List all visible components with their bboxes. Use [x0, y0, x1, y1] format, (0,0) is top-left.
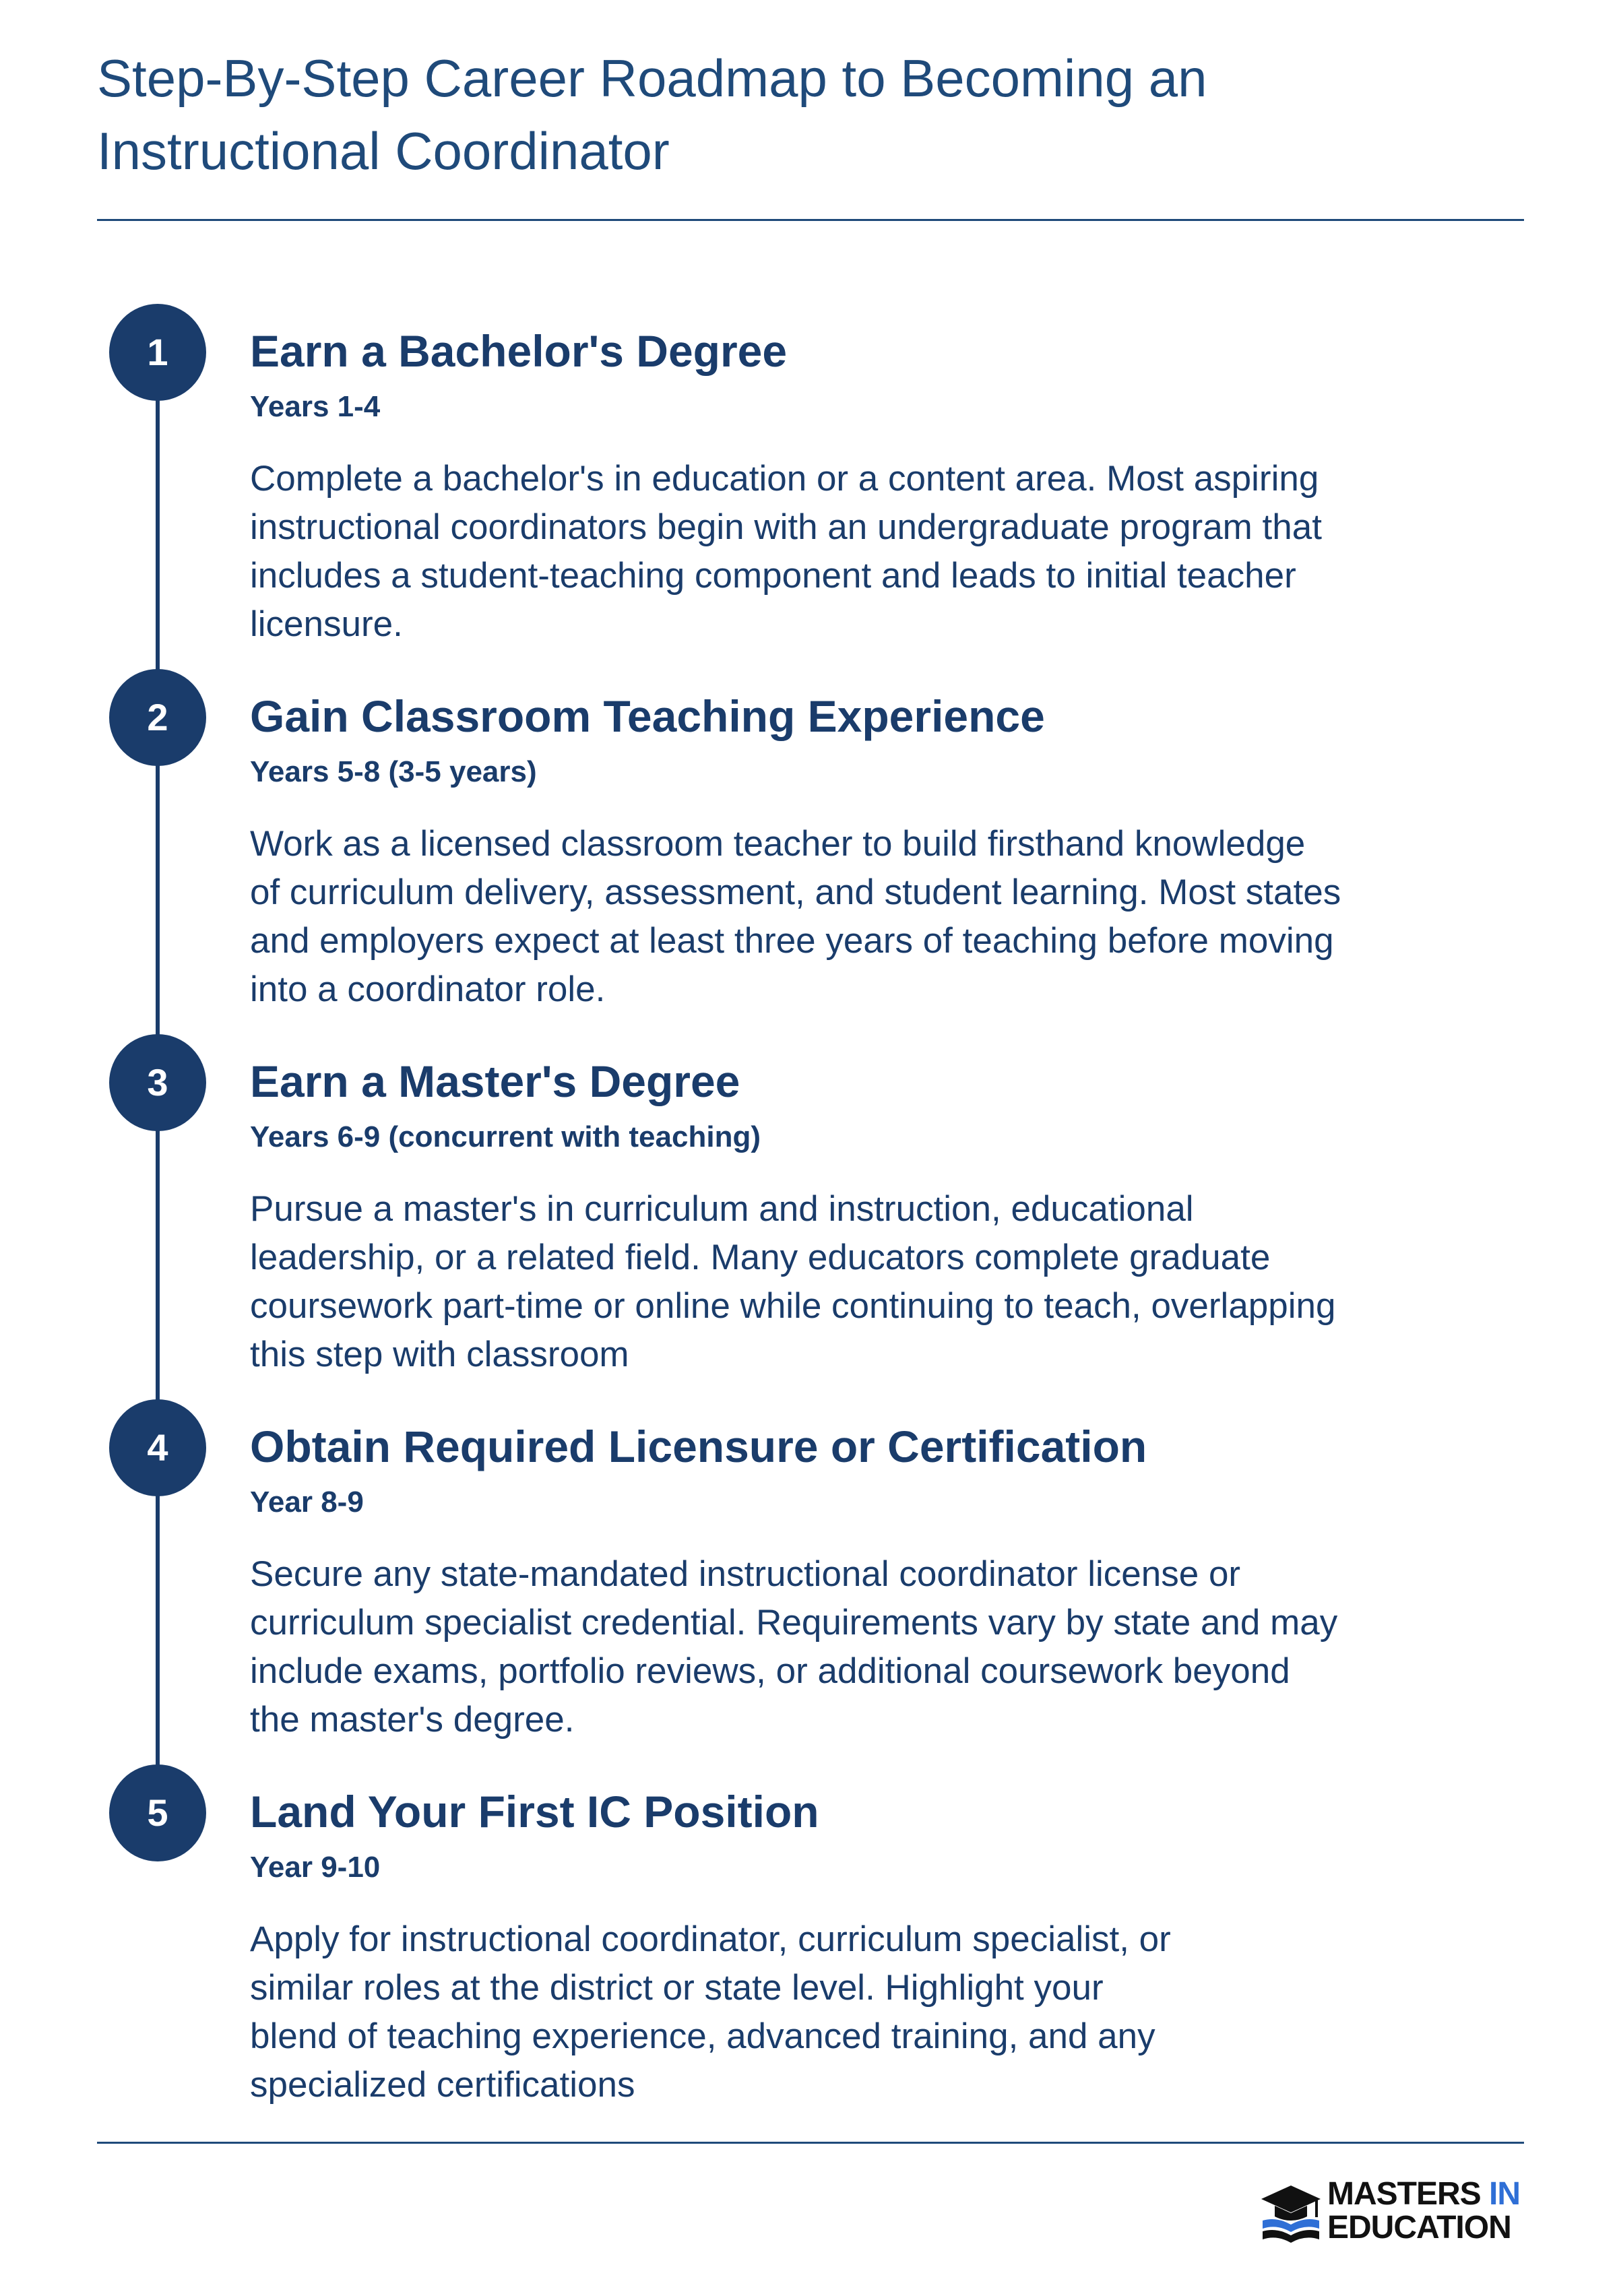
top-divider: [97, 219, 1524, 221]
step-5-years: Year 9-10: [250, 1851, 381, 1884]
step-1-marker: 1: [109, 304, 206, 401]
graduation-cap-book-icon: [1260, 2181, 1322, 2246]
step-4-description: Secure any state-mandated instructional coordinator license or curriculum specialist credential. Requirements vary by state and may include exams, portfolio reviews, or additional coursework beyond the master's degree.: [250, 1554, 1338, 1740]
page-title: Step-By-Step Career Roadmap to Becoming an Instructional Coordinator: [97, 49, 1207, 181]
step-3: [250, 1056, 1341, 1379]
step-5-title: Land Your First IC Position: [250, 1787, 819, 1837]
step-2-description: Work as a licensed classroom teacher to build firsthand knowledge of curriculum delivery, assessment, and student learning. Most states and employers expect at least three years of teaching before moving into a coordinator role.: [250, 824, 1341, 1009]
step-4: [250, 1421, 1341, 1744]
logo-word-education: EDUCATION: [1327, 2210, 1511, 2245]
step-1-title: Earn a Bachelor's Degree: [250, 326, 788, 376]
step-3-description: Pursue a master's in curriculum and instruction, educational leadership, or a related field. Many educators complete graduate coursework part-time or online while continuing to teach, overlapping this step with classroom: [250, 1189, 1336, 1374]
bottom-divider: [97, 2142, 1524, 2144]
logo-word-masters: MASTERS: [1327, 2176, 1481, 2212]
logo-wordmark: [1327, 2177, 1520, 2245]
step-3-years: Years 6-9 (concurrent with teaching): [250, 1120, 761, 1153]
step-1-years: Years 1-4: [250, 390, 381, 423]
step-5-description: Apply for instructional coordinator, curriculum specialist, or similar roles at the district or state level. Highlight your blend of teaching experience, advanced training, and any specialized certifications: [250, 1919, 1171, 2105]
step-5: [250, 1786, 1341, 2109]
masters-in-education-logo: [1260, 2175, 1529, 2256]
step-1-description: Complete a bachelor's in education or a content area. Most aspiring instructional coordinators begin with an undergraduate program that includes a student-teaching component and leads to initial teacher licensure.: [250, 459, 1322, 644]
step-1: [250, 325, 1341, 649]
step-2-years: Years 5-8 (3-5 years): [250, 755, 537, 788]
logo-word-in: IN: [1489, 2176, 1521, 2212]
step-4-marker: 4: [109, 1399, 206, 1496]
step-2-title: Gain Classroom Teaching Experience: [250, 691, 1045, 741]
step-3-marker: 3: [109, 1034, 206, 1131]
step-4-title: Obtain Required Licensure or Certification: [250, 1422, 1147, 1471]
step-4-years: Year 8-9: [250, 1486, 364, 1519]
step-3-title: Earn a Master's Degree: [250, 1056, 740, 1106]
step-2-marker: 2: [109, 669, 206, 766]
step-2: [250, 691, 1341, 1014]
step-5-marker: 5: [109, 1764, 206, 1861]
